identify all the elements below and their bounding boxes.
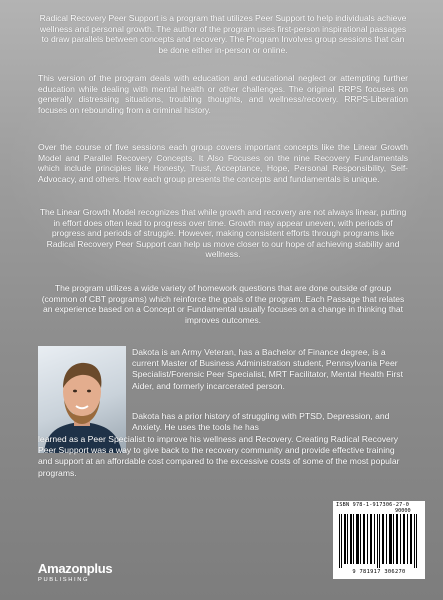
description-paragraph-3: Over the course of five sessions each group covers important concepts like the Linear Growth Model and Parallel Recovery Concepts. It Also Focuses on the nine Recovery Fundamentals which include principles like Honesty, Trust, Acceptance, Hope, Personal Responsibility, Self-Advocacy, and others. How each group presents the concepts and fundamentals is unique. bbox=[38, 142, 408, 184]
barcode-bars bbox=[339, 514, 419, 568]
description-paragraph-5: The program utilizes a wide variety of homework questions that are done outside of group (common of CBT programs) which reinforce the goals of the program. Each Passage that relates an experience based on a Concept or Fundamental usually focuses on a change in thinking that improves outcomes. bbox=[41, 283, 405, 325]
isbn-label: ISBN 978-1-917306-27-0 bbox=[336, 502, 410, 508]
publisher-logo-plus: plus bbox=[86, 561, 113, 576]
isbn-barcode bbox=[333, 501, 425, 579]
author-bio-paragraph-3: learned as a Peer Specialist to improve his wellness and Recovery. Creating Radical Recovery Peer Support was a way to give back to the recovery community and provide effective training and support at an affordable cost compared to the excessive costs of some of the most popular programs. bbox=[38, 434, 400, 478]
publisher-logo-main: Amazon bbox=[38, 561, 87, 576]
author-bio-paragraph-1: Dakota is an Army Veteran, has a Bachelor of Finance degree, is a current Master of Business Administration student, Pennsylvania Peer Specialist/Forensic Peer Specialist, MRT Facilitator, Mental Health First Aider, and formerly incarcerated person. bbox=[132, 347, 403, 391]
author-bio-paragraph-2: Dakota has a prior history of struggling with PTSD, Depression, and Anxiety. He uses the tools he has bbox=[132, 411, 390, 433]
publisher-logo-sub: PUBLISHING bbox=[38, 577, 90, 583]
description-paragraph-2: This version of the program deals with education and educational neglect or attempting further education while dealing with mental health or other challenges. The original RRPS focuses on generally distressing situations, troubling thoughts, and wellness/recovery. RRPS-Liberation focuses on rebounding from a criminal history. bbox=[38, 73, 408, 115]
price-code: 90000 bbox=[395, 508, 411, 514]
description-paragraph-4: The Linear Growth Model recognizes that while growth and recovery are not always linear, putting in effort does often lead to progress over time. Growth may appear uneven, with periods of progress and periods of struggle. However, making consistent efforts through programs like Radical Recovery Peer Support can help us move closer to our hope of achieving stability and wellness. bbox=[39, 207, 407, 260]
isbn-digits: 9 781917 306270 bbox=[352, 569, 406, 575]
publisher-logo bbox=[38, 561, 148, 591]
publisher-logo-wordmark bbox=[38, 561, 148, 576]
description-paragraph-1: Radical Recovery Peer Support is a program that utilizes Peer Support to help individuals achieve wellness and personal growth. The author of the program uses first-person inspirational passages to draw parallels between concepts and recovery. The Program Involves group sessions that can be done either in-person or online. bbox=[39, 13, 407, 55]
